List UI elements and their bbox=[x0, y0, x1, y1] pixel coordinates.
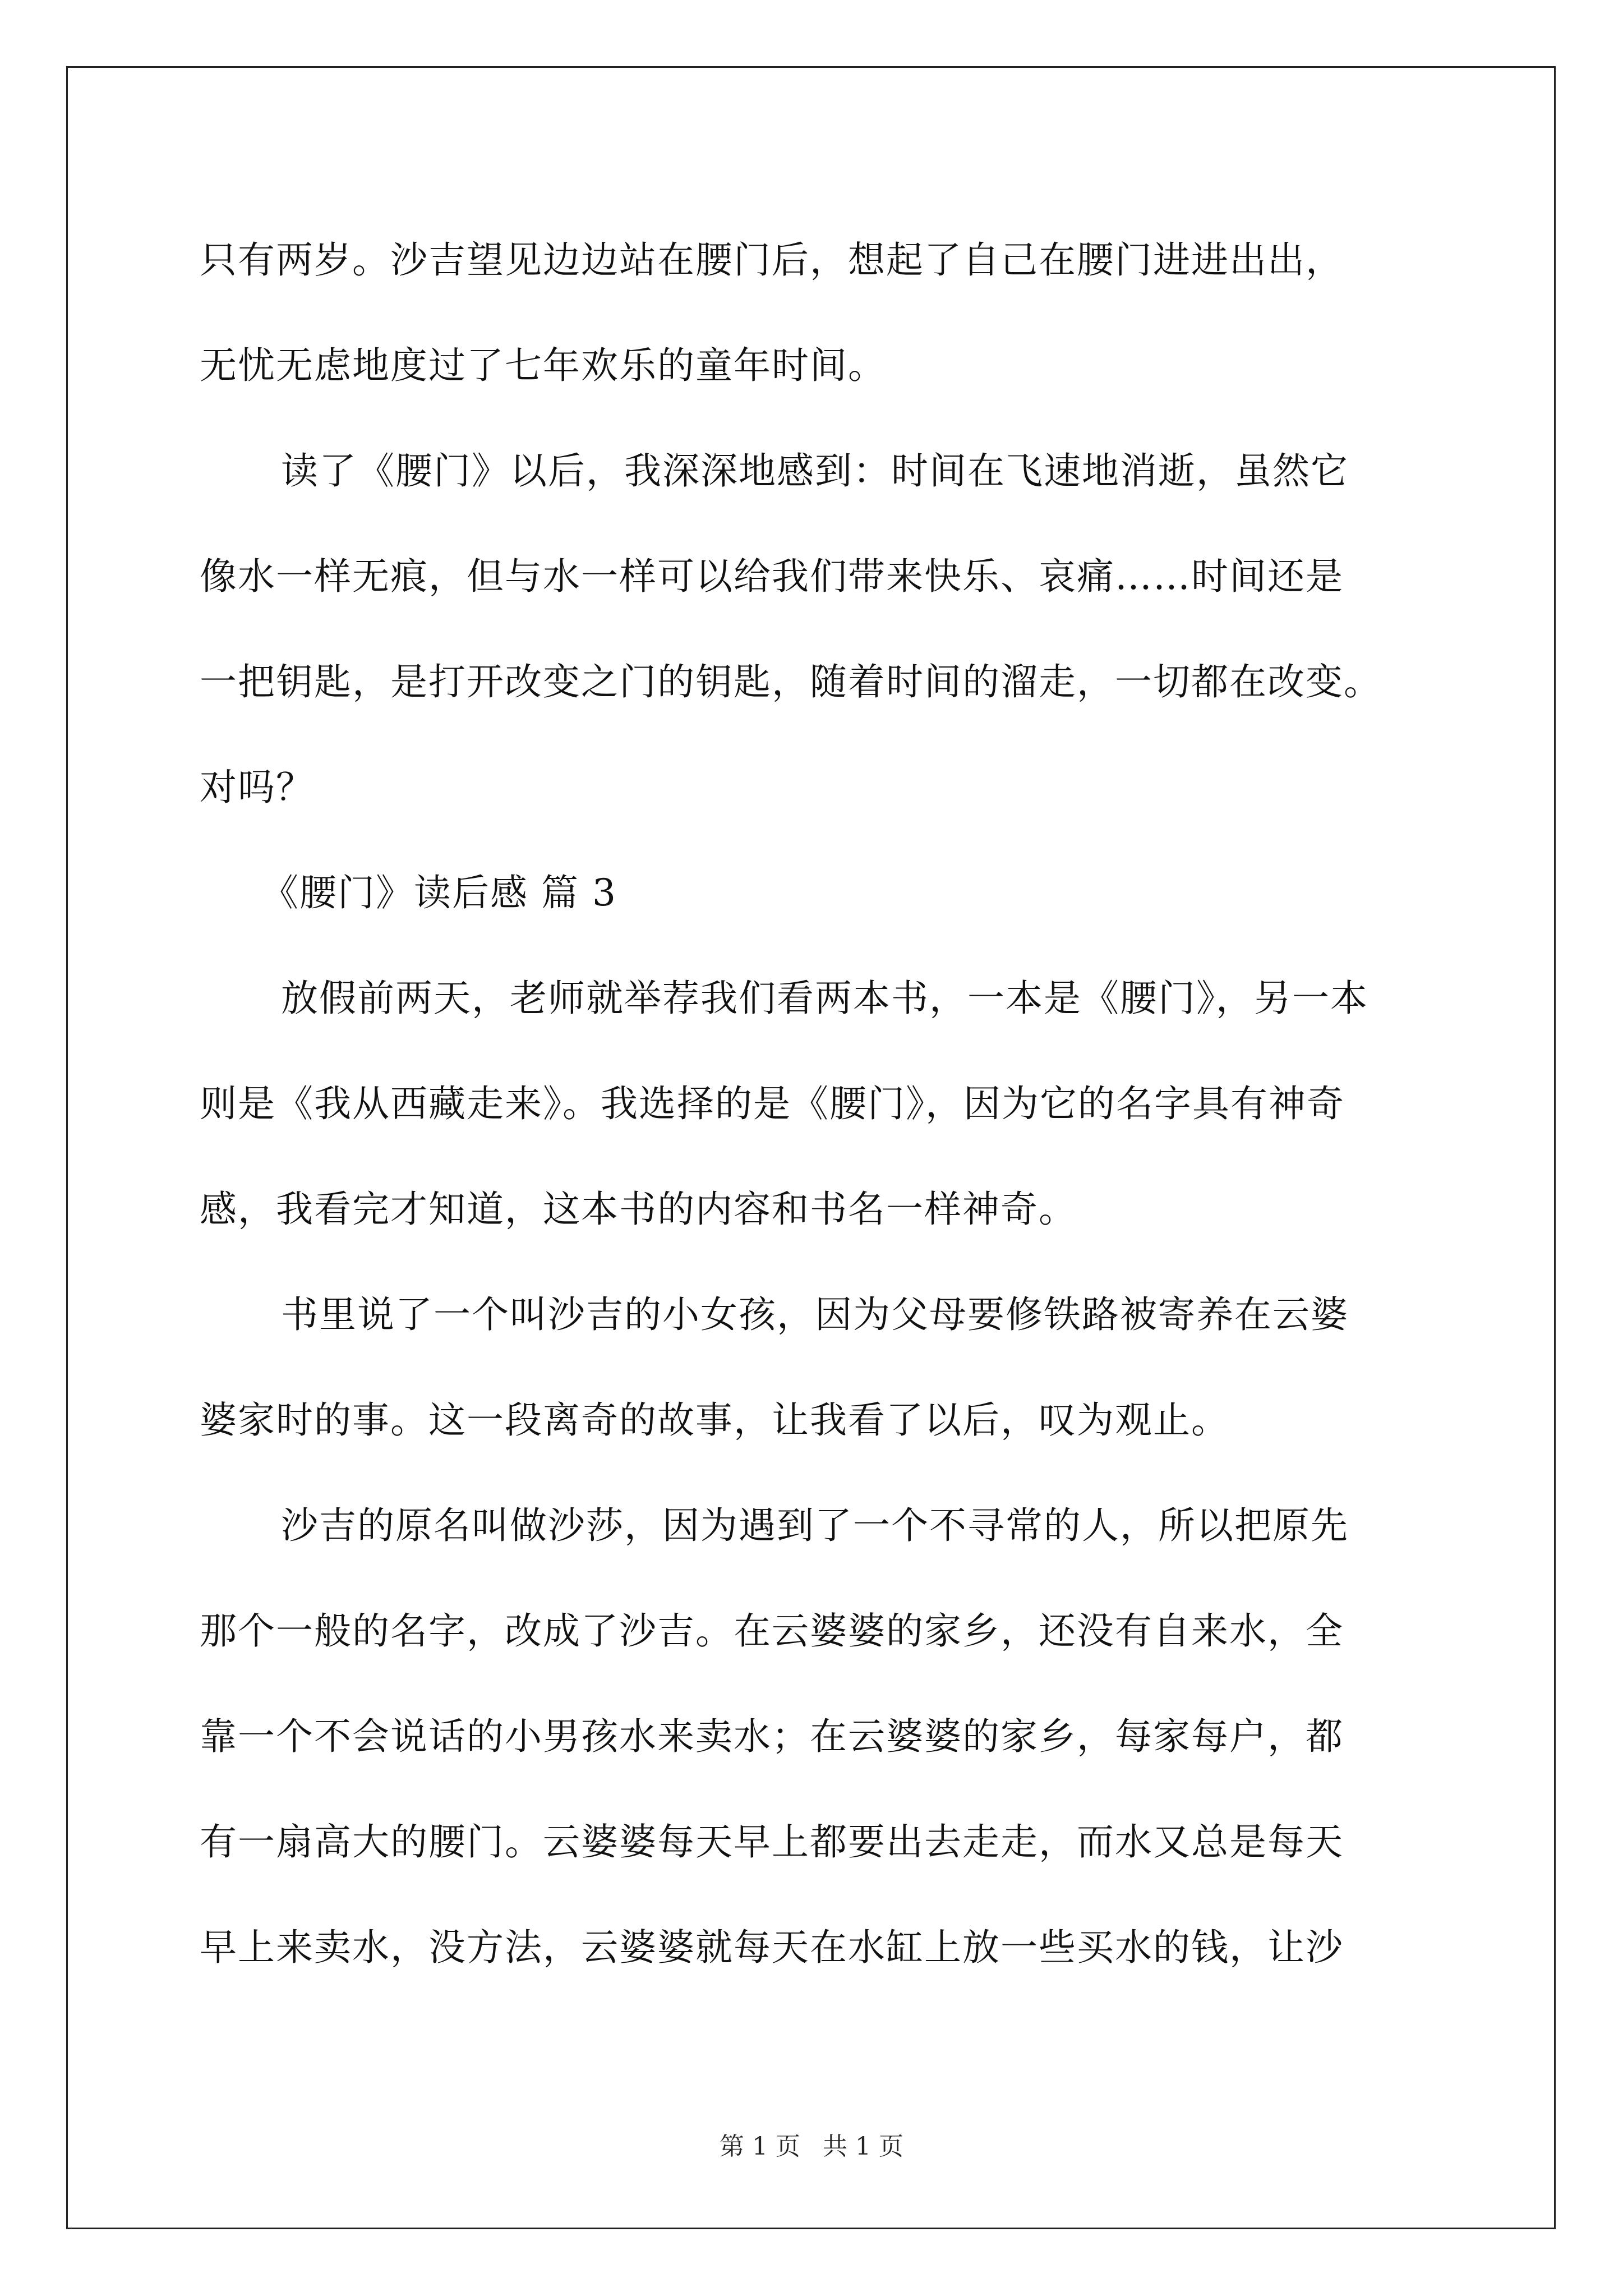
page-number: 第 1 页 bbox=[720, 2132, 800, 2161]
text-line: 对吗？ bbox=[200, 766, 314, 809]
page-footer bbox=[0, 2126, 1623, 2162]
text-line: 无忧无虑地度过了七年欢乐的童年时间。 bbox=[200, 344, 886, 387]
text-line: 靠一个不会说话的小男孩水来卖水；在云婆婆的家乡，每家每户，都 bbox=[200, 1715, 1344, 1758]
page-total: 共 1 页 bbox=[823, 2132, 903, 2161]
text-line: 婆家时的事。这一段离奇的故事，让我看了以后，叹为观止。 bbox=[200, 1398, 1229, 1442]
paragraph-start-line: 沙吉的原名叫做沙莎，因为遇到了一个不寻常的人，所以把原先 bbox=[281, 1504, 1349, 1547]
text-line: 像水一样无痕，但与水一样可以给我们带来快乐、哀痛……时间还是 bbox=[200, 555, 1344, 598]
text-line: 一把钥匙，是打开改变之门的钥匙，随着时间的溜走，一切都在改变。 bbox=[200, 660, 1382, 703]
document-body bbox=[200, 208, 1428, 2000]
text-line: 只有两岁。沙吉望见边边站在腰门后，想起了自己在腰门进进出出， bbox=[200, 238, 1344, 282]
text-line: 则是《我从西藏走来》。我选择的是《腰门》，因为它的名字具有神奇 bbox=[200, 1082, 1345, 1125]
text-line: 那个一般的名字，改成了沙吉。在云婆婆的家乡，还没有自来水，全 bbox=[200, 1609, 1344, 1653]
paragraph-start-line: 读了《腰门》以后，我深深地感到：时间在飞速地消逝，虽然它 bbox=[281, 449, 1349, 493]
paragraph-start-line: 书里说了一个叫沙吉的小女孩，因为父母要修铁路被寄养在云婆 bbox=[281, 1293, 1349, 1336]
paragraph-start-line: 放假前两天，老师就举荐我们看两本书，一本是《腰门》，另一本 bbox=[281, 977, 1368, 1020]
section-heading: 《腰门》读后感 篇 3 bbox=[261, 871, 617, 914]
text-line: 有一扇高大的腰门。云婆婆每天早上都要出去走走，而水又总是每天 bbox=[200, 1820, 1344, 1864]
text-line: 早上来卖水，没方法，云婆婆就每天在水缸上放一些买水的钱，让沙 bbox=[200, 1926, 1344, 1969]
text-line: 感，我看完才知道，这本书的内容和书名一样神奇。 bbox=[200, 1188, 1077, 1231]
